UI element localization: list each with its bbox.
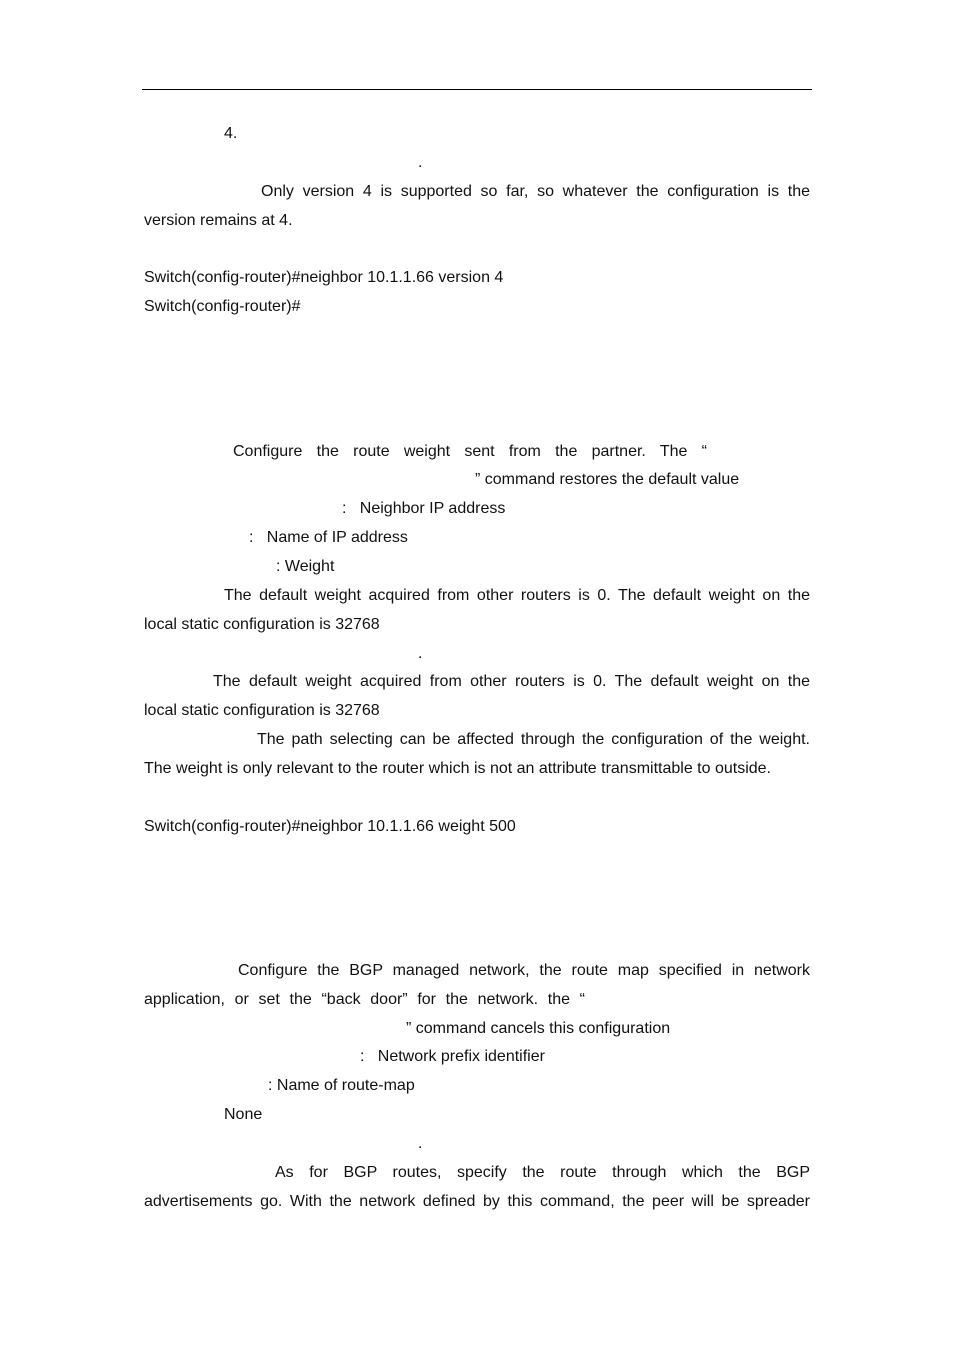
function-line-2: application, or set the “back door” for the network. the “ bbox=[144, 991, 585, 1008]
usage-guide-line-1: As for BGP routes, specify the route through which the BGP bbox=[275, 1164, 810, 1181]
param-weight: : Weight bbox=[276, 558, 335, 575]
usage-guide-line-1: The path selecting can be affected through the configuration of the weight. bbox=[257, 731, 810, 748]
mode-line-2: local static configuration is 32768 bbox=[144, 702, 380, 719]
function-line-1: Configure the BGP managed network, the route map specified in network bbox=[238, 962, 810, 979]
mode-line-1: The default weight acquired from other routers is 0. The default weight on the bbox=[213, 673, 810, 690]
default-line-2: local static configuration is 32768 bbox=[144, 616, 380, 633]
command-mode-dot: . bbox=[418, 1135, 423, 1152]
function-line-1: Configure the route weight sent from the partner. The “ bbox=[233, 443, 707, 460]
example-line-1: Switch(config-router)#neighbor 10.1.1.66 weight 500 bbox=[144, 818, 516, 835]
example-line-2: Switch(config-router)# bbox=[144, 298, 301, 315]
param-neighbor-ip: : Neighbor IP address bbox=[342, 500, 506, 517]
command-mode-dot: . bbox=[418, 645, 423, 662]
example-line-1: Switch(config-router)#neighbor 10.1.1.66 version 4 bbox=[144, 269, 504, 286]
default-line-1: The default weight acquired from other routers is 0. The default weight on the bbox=[224, 587, 810, 604]
usage-guide-line-1: Only version 4 is supported so far, so whatever the configuration is the bbox=[261, 183, 810, 200]
param-route-map: : Name of route-map bbox=[268, 1077, 415, 1094]
function-line-2: ” command restores the default value bbox=[475, 471, 740, 488]
function-line-3: ” command cancels this configuration bbox=[406, 1020, 671, 1037]
usage-guide-line-2: advertisements go. With the network defined by this command, the peer will be spreader bbox=[144, 1193, 810, 1210]
default-value: 4. bbox=[224, 125, 238, 142]
default-value: None bbox=[224, 1106, 263, 1123]
usage-guide-line-2: The weight is only relevant to the router which is not an attribute transmittable to outside. bbox=[144, 760, 771, 777]
header-rule bbox=[142, 89, 812, 90]
param-ip-name: : Name of IP address bbox=[249, 529, 408, 546]
param-network-prefix: : Network prefix identifier bbox=[360, 1048, 545, 1065]
command-mode-dot: . bbox=[418, 154, 423, 171]
usage-guide-line-2: version remains at 4. bbox=[144, 212, 293, 229]
